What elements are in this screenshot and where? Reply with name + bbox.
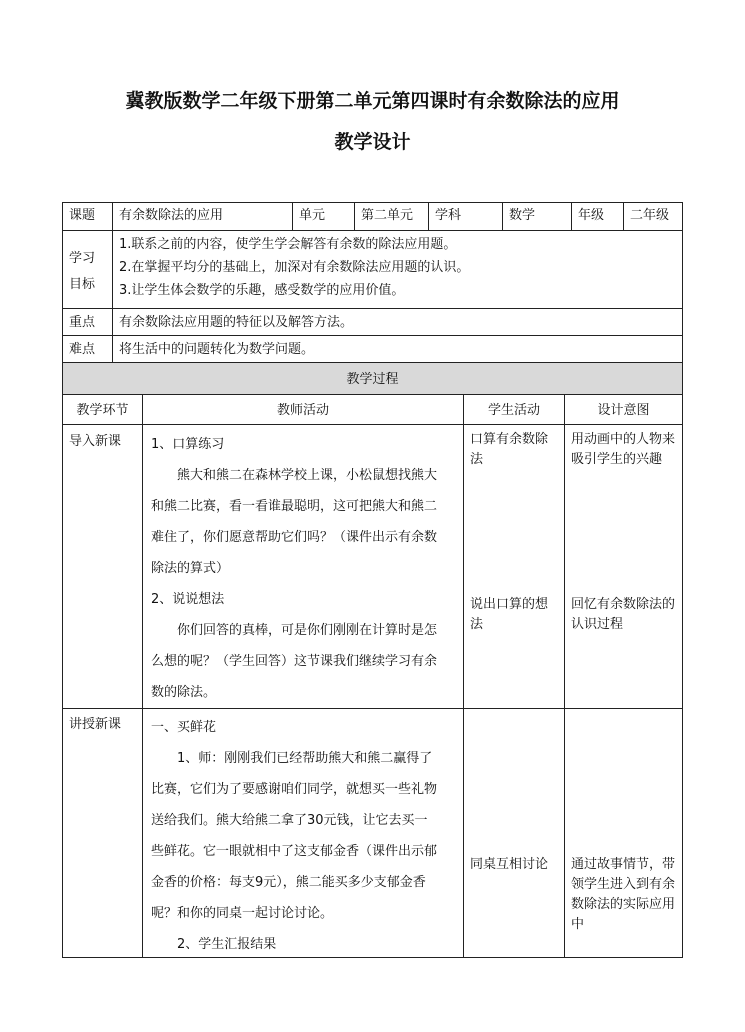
objectives-list [113,231,682,304]
grade-label: 年级 [578,208,605,223]
column-header-intent: 设计意图 [597,403,650,418]
grade-value: 二年级 [630,208,670,223]
document-subtitle: 教学设计 [334,131,411,153]
table-border [62,394,683,395]
key-point-label: 重点 [69,315,96,330]
topic-label: 课题 [69,208,96,223]
teacher-line: 除法的算式） [151,561,230,576]
student-activity: 同桌互相讨论 [470,857,549,872]
key-point-value: 有余数除法应用题的特征以及解答方法。 [119,315,354,330]
stage-cell: 讲授新课 [69,717,122,732]
design-intent: 回忆有余数除法的认识过程 [571,597,676,632]
objective-item: 1.联系之前的内容，使学生学会解答有余数的除法应用题。 [119,237,457,252]
teacher-activity [143,710,463,962]
teacher-line: 一、买鲜花 [151,720,217,735]
topic-value: 有余数除法的应用 [119,208,224,223]
table-border [62,308,683,309]
process-header: 教学过程 [346,372,399,387]
design-intent: 通过故事情节，带领学生进入到有余数除法的实际应用中 [571,857,676,932]
difficulty-label: 难点 [69,342,96,357]
difficulty-value: 将生活中的问题转化为数学问题。 [119,342,315,357]
student-activity: 说出口算的想法 [470,597,549,632]
subject-value: 数学 [509,208,536,223]
objectives-label-line1: 学习 [69,251,96,266]
teacher-line: 难住了，你们愿意帮助它们吗？（课件出示有余数 [151,530,438,545]
teacher-line: 你们回答的真棒，可是你们刚刚在计算时是怎 [177,623,438,638]
teacher-line: 和熊二比赛，看一看谁最聪明，这可把熊大和熊二 [151,499,438,514]
teacher-line: 1、师：刚刚我们已经帮助熊大和熊二赢得了 [177,751,433,766]
table-border [682,202,683,958]
teacher-line: 金香的价格：每支9元），熊二能买多少支郁金香 [151,875,426,890]
table-border [62,335,683,336]
unit-label: 单元 [299,208,326,223]
stage-cell: 导入新课 [69,434,122,449]
teacher-activity [143,427,463,710]
teacher-line: 2、说说想法 [151,592,225,607]
objective-item: 3.让学生体会数学的乐趣，感受数学的应用价值。 [119,283,405,298]
table-border [62,362,683,363]
unit-value: 第二单元 [361,208,414,223]
column-header-student: 学生活动 [487,403,540,418]
column-header-stage: 教学环节 [76,403,129,418]
teacher-line: 些鲜花。它一眼就相中了这支郁金香（课件出示郁 [151,844,438,859]
teacher-line: 送给我们。熊大给熊二拿了30元钱，让它去买一 [151,813,428,828]
student-activity: 口算有余数除法 [470,432,549,467]
teacher-line: 数的除法。 [151,685,217,700]
teacher-line: 1、口算练习 [151,437,225,452]
table-border [62,202,683,203]
teacher-line: 2、学生汇报结果 [177,937,277,952]
document-title: 冀教版数学二年级下册第二单元第四课时有余数除法的应用 [125,90,620,112]
objectives-label [63,244,112,300]
subject-label: 学科 [435,208,462,223]
teacher-line: 么想的呢？（学生回答）这节课我们继续学习有余 [151,654,438,669]
objectives-label-line2: 目标 [69,277,96,292]
teacher-line: 呢？和你的同桌一起讨论讨论。 [151,906,334,921]
objective-item: 2.在掌握平均分的基础上，加深对有余数除法应用题的认识。 [119,260,470,275]
table-border [62,424,683,425]
teacher-line: 比赛，它们为了要感谢咱们同学，就想买一些礼物 [151,782,438,797]
column-header-teacher: 教师活动 [276,403,329,418]
design-intent: 用动画中的人物来吸引学生的兴趣 [571,432,676,467]
teacher-line: 熊大和熊二在森林学校上课，小松鼠想找熊大 [177,468,438,483]
